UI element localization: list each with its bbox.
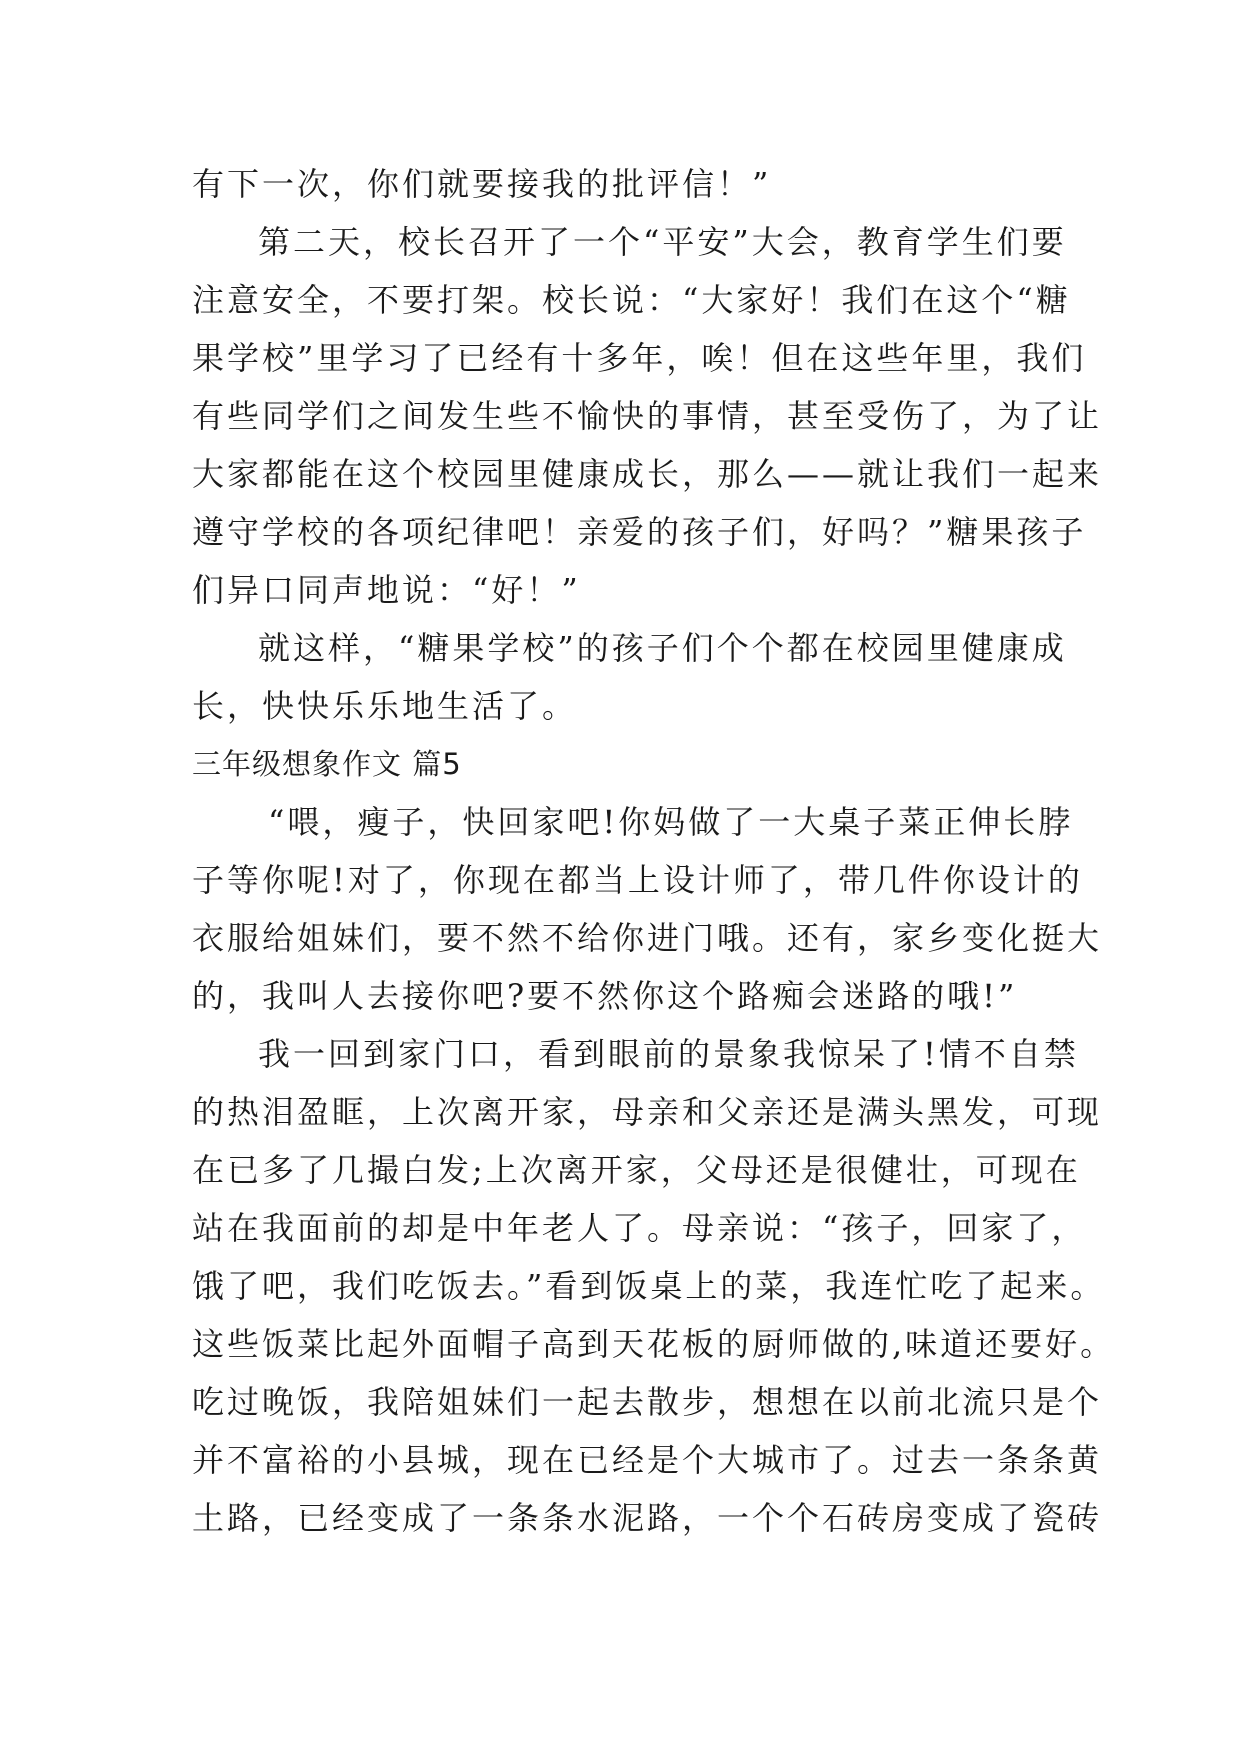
text-line: 衣服给姐妹们，要不然不给你进门哦。还有，家乡变化挺大 [192, 919, 1103, 957]
text-line: 的热泪盈眶，上次离开家，母亲和父亲还是满头黑发，可现 [192, 1093, 1103, 1131]
text-line: 这些饭菜比起外面帽子高到天花板的厨师做的,味道还要好。 [192, 1325, 1116, 1363]
text-line: 果学校”里学习了已经有十多年，唉！但在这些年里，我们 [192, 339, 1087, 377]
text-line: 注意安全，不要打架。校长说：“大家好！我们在这个“糖 [192, 281, 1071, 319]
text-line: “喂，瘦子，快回家吧!你妈做了一大桌子菜正伸长脖 [268, 803, 1074, 841]
text-line: 站在我面前的却是中年老人了。母亲说：“孩子，回家了， [192, 1209, 1087, 1247]
text-line: 子等你呢!对了，你现在都当上设计师了，带几件你设计的 [192, 861, 1083, 899]
text-line: 长，快快乐乐地生活了。 [192, 687, 578, 725]
section-heading: 三年级想象作文 篇5 [192, 747, 462, 781]
text-line: 在已多了几撮白发;上次离开家，父母还是很健壮，可现在 [192, 1151, 1081, 1189]
text-line: 们异口同声地说：“好！” [192, 571, 581, 609]
text-line: 遵守学校的各项纪律吧！亲爱的孩子们，好吗？”糖果孩子 [192, 513, 1087, 551]
text-line: 土路，已经变成了一条条水泥路，一个个石砖房变成了瓷砖 [192, 1499, 1103, 1537]
text-line: 我一回到家门口，看到眼前的景象我惊呆了!情不自禁 [258, 1035, 1079, 1073]
essay-body [192, 155, 1116, 1547]
text-line: 有些同学们之间发生些不愉快的事情，甚至受伤了，为了让 [192, 397, 1103, 435]
text-line: 第二天，校长召开了一个“平安”大会，教育学生们要 [258, 223, 1067, 261]
text-line: 饿了吧，我们吃饭去。”看到饭桌上的菜，我连忙吃了起来。 [192, 1267, 1106, 1305]
text-line: 并不富裕的小县城，现在已经是个大城市了。过去一条条黄 [192, 1441, 1103, 1479]
text-line: 有下一次，你们就要接我的批评信！” [192, 165, 772, 203]
text-line: 就这样，“糖果学校”的孩子们个个都在校园里健康成 [258, 629, 1067, 667]
text-line: 大家都能在这个校园里健康成长，那么——就让我们一起来 [192, 455, 1103, 493]
text-line: 吃过晚饭，我陪姐妹们一起去散步，想想在以前北流只是个 [192, 1383, 1103, 1421]
text-line: 的，我叫人去接你吧?要不然你这个路痴会迷路的哦!” [192, 977, 1018, 1015]
